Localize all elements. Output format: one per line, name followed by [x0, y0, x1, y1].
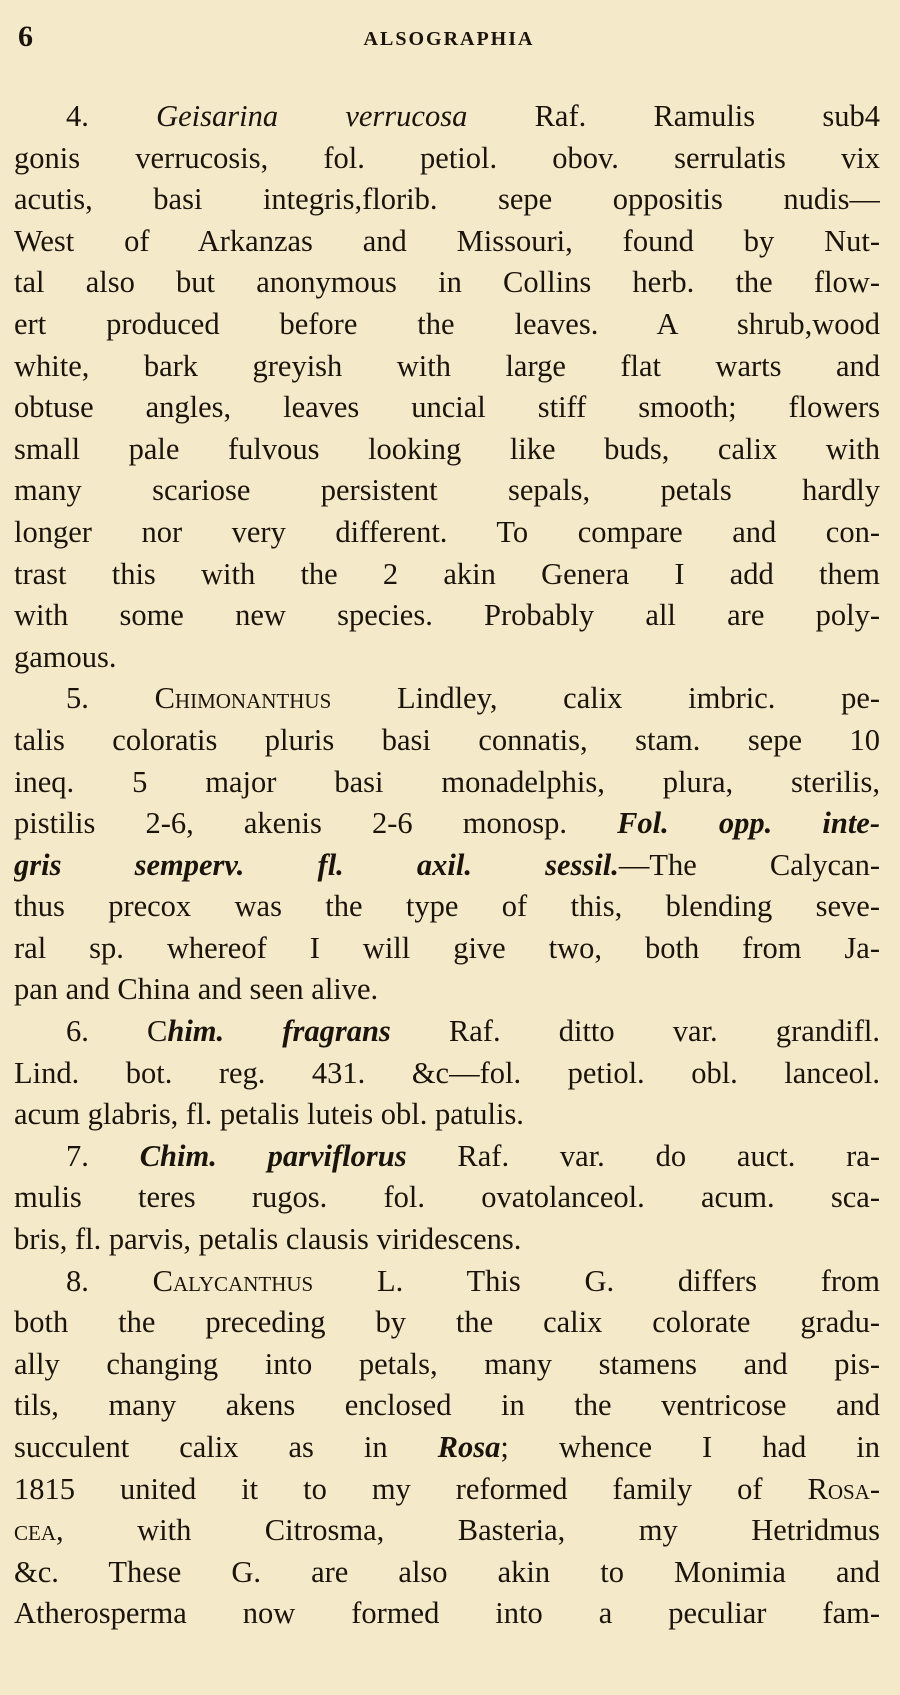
text-run: white, bark greyish with large flat warts and [14, 348, 880, 383]
text-line [14, 1053, 880, 1095]
text-run: 4. [66, 99, 157, 133]
text-run: —The Calycan- [618, 847, 880, 882]
text-line [14, 96, 880, 138]
genus-name: cea [14, 1513, 56, 1548]
text-line [14, 1094, 880, 1136]
text-line [14, 262, 880, 304]
text-line [14, 1219, 880, 1261]
text-line [14, 720, 880, 762]
text-line [14, 346, 880, 388]
text-line [14, 1593, 880, 1635]
text-line [14, 1510, 880, 1552]
text-run: , with Citrosma, Basteria, my Hetridmus [56, 1513, 880, 1548]
text-run: thus precox was the type of this, blending seve- [14, 889, 880, 924]
text-run: longer nor very different. To compare and con- [14, 514, 880, 549]
entry-6 [14, 1011, 880, 1136]
text-run: 7. [66, 1138, 140, 1173]
text-run: both the preceding by the calix colorate gradu- [14, 1305, 880, 1340]
text-run: 1815 united it to my reformed family of [14, 1471, 808, 1506]
text-line [14, 1385, 880, 1427]
text-run: Lind. bot. reg. 431. &c—fol. petiol. obl. lanceol. [14, 1055, 880, 1090]
text-run: West of Arkanzas and Missouri, found by Nut- [14, 223, 880, 258]
text-run: Atherosperma now formed into a peculiar fam- [14, 1596, 880, 1631]
text-run: ert produced before the leaves. A shrub,wood [14, 306, 880, 341]
species-name: Fol. opp. inte- [617, 806, 880, 841]
text-run: ally changing into petals, many stamens and pis- [14, 1346, 880, 1381]
entry-8 [14, 1261, 880, 1635]
text-run: acum glabris, fl. petalis luteis obl. patulis. [14, 1097, 524, 1132]
genus-name: Calycanthus [152, 1263, 314, 1298]
text-line [14, 928, 880, 970]
text-line [14, 1302, 880, 1344]
text-line [14, 1469, 880, 1511]
text-line [14, 512, 880, 554]
species-name: gris semperv. fl. axil. sessil. [14, 847, 619, 882]
text-line [14, 803, 880, 845]
text-line [14, 1011, 880, 1053]
text-run: &c. These G. are also akin to Monimia and [14, 1554, 880, 1589]
text-run: mulis teres rugos. fol. ovatolanceol. acum. sca- [14, 1180, 880, 1215]
species-name: Rosa [437, 1430, 501, 1464]
text-line [14, 179, 880, 221]
entry-7 [14, 1136, 880, 1261]
text-line [14, 637, 880, 679]
text-run: gamous. [14, 639, 117, 674]
text-line [14, 429, 880, 471]
text-line [14, 470, 880, 512]
species-name: Geisarina verrucosa [156, 99, 468, 133]
text-line [14, 221, 880, 263]
text-line [14, 1261, 880, 1303]
text-run: many scariose persistent sepals, petals hardly [14, 473, 880, 508]
text-line [14, 1427, 880, 1469]
text-line [14, 595, 880, 637]
entry-5 [14, 678, 880, 1011]
text-run: acutis, basi integris,florib. sepe oppositis nudis— [14, 182, 880, 217]
text-run: 6. C [66, 1014, 168, 1049]
text-line [14, 678, 880, 720]
text-run: tal also but anonymous in Collins herb. the flow- [14, 265, 880, 300]
text-run: obtuse angles, leaves uncial stiff smooth; flowers [14, 390, 880, 425]
text-run: ineq. 5 major basi monadelphis, plura, sterilis, [14, 764, 880, 799]
text-run: bris, fl. parvis, petalis clausis viridescens. [14, 1222, 522, 1257]
text-run: Raf. Ramulis sub4 [467, 99, 880, 133]
text-line [14, 554, 880, 596]
text-line [14, 138, 880, 180]
entry-4 [14, 96, 880, 678]
text-line [14, 387, 880, 429]
text-run: Raf. ditto var. grandifl. [390, 1014, 880, 1049]
text-run: small pale fulvous looking like buds, calix with [14, 431, 880, 466]
text-run: talis coloratis pluris basi connatis, stam. sepe 10 [14, 722, 880, 757]
text-line [14, 1136, 880, 1178]
page-body [14, 96, 880, 1635]
text-run: 8. [66, 1263, 153, 1298]
genus-name: Rosa- [807, 1471, 880, 1506]
text-run: gonis verrucosis, fol. petiol. obov. serrulatis vix [14, 140, 880, 175]
running-head: ALSOGRAPHIA [363, 28, 535, 50]
text-run: Raf. var. do auct. ra- [406, 1138, 880, 1173]
text-run: L. This G. differs from [313, 1263, 880, 1298]
text-run: ral sp. whereof I will give two, both from Ja- [14, 930, 880, 965]
text-line [14, 304, 880, 346]
text-line [14, 845, 880, 887]
text-run: succulent calix as in [14, 1430, 438, 1464]
text-run: tils, many akens enclosed in the ventricose and [14, 1388, 880, 1423]
text-run: with some new species. Probably all are poly- [14, 598, 880, 633]
text-line [14, 886, 880, 928]
text-run: trast this with the 2 akin Genera I add them [14, 556, 880, 591]
page-number: 6 [18, 20, 33, 53]
text-run: pan and China and seen alive. [14, 972, 379, 1007]
genus-name: Chimonanthus [154, 681, 332, 716]
text-run: 5. [66, 681, 155, 716]
text-line [14, 1552, 880, 1594]
page-header [18, 20, 880, 60]
text-run: ; whence I had in [500, 1430, 880, 1464]
text-line [14, 1344, 880, 1386]
text-line [14, 1177, 880, 1219]
text-line [14, 762, 880, 804]
text-run: Lindley, calix imbric. pe- [331, 681, 880, 716]
species-name: him. fragrans [167, 1014, 391, 1049]
species-name: Chim. parviflorus [139, 1138, 407, 1173]
text-run: pistilis 2-6, akenis 2-6 monosp. [14, 806, 618, 841]
text-line [14, 969, 880, 1011]
